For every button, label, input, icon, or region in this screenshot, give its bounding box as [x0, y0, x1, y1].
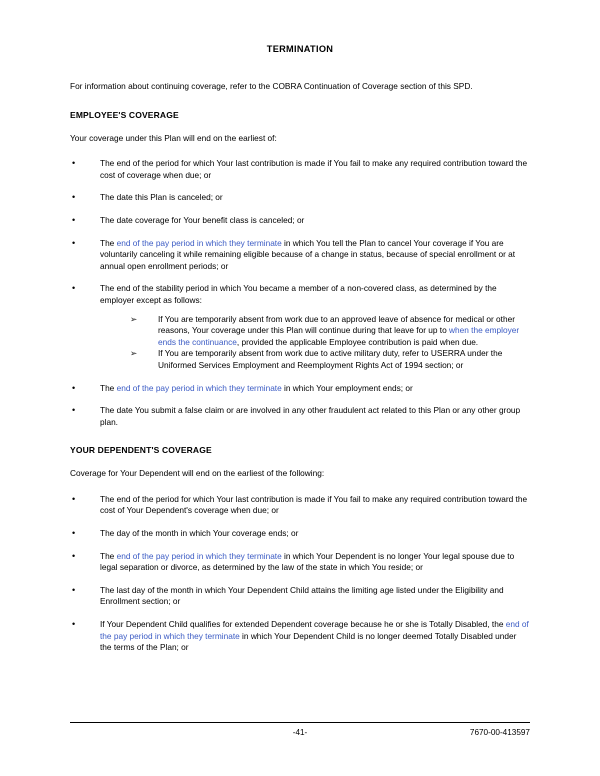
section-heading: EMPLOYEE'S COVERAGE [70, 109, 179, 120]
arrow-bullet-icon: ➢ [129, 313, 138, 324]
section-lead-text: Coverage for Your Dependent will end on the earliest of the following: [70, 468, 325, 479]
text-run: The date You submit a false claim or are involved in any other fraudulent act related to this Plan or any other group plan. [100, 405, 521, 427]
highlighted-term[interactable]: end of the pay period in which they terminate [116, 550, 282, 561]
text-run: The end of the period for which Your last contribution is made if You fail to make any required contribution toward the cost of coverage when due; or [100, 158, 528, 180]
list-item-text [100, 383, 413, 393]
highlighted-term[interactable]: end of the pay period in which they terminate [100, 619, 529, 641]
sub-list-item [128, 348, 530, 371]
section-lead-text: Your coverage under this Plan will end on the earliest of: [70, 132, 277, 143]
bullet-marker-icon: • [72, 619, 76, 630]
list-item [70, 158, 530, 181]
text-run: The [100, 237, 117, 248]
footer-row [70, 728, 530, 744]
list-item-text [100, 551, 514, 573]
bullet-marker-icon: • [72, 237, 76, 248]
bullet-marker-icon: • [72, 158, 76, 169]
list-item-text [100, 528, 298, 538]
bullet-list [70, 494, 530, 654]
list-item [70, 383, 530, 395]
sub-bullet-wrapper [100, 314, 530, 372]
text-run: in which You tell the Plan to cancel Your coverage if You are voluntarily canceling it while remaining eligible because of a change in status, because of special enrollment or at annual open enrollment periods; or [100, 237, 516, 271]
bullet-marker-icon: • [72, 405, 76, 416]
bullet-marker-icon: • [72, 214, 76, 225]
list-item [70, 619, 530, 654]
list-item-text [100, 619, 529, 652]
list-item-text [100, 405, 520, 427]
intro-paragraph: For information about continuing coverage, refer to the COBRA Continuation of Coverage section of this SPD. [70, 81, 473, 91]
text-run: , provided the applicable Employee contribution is paid when due. [236, 336, 479, 347]
list-item [70, 192, 530, 204]
list-item-text [100, 215, 304, 225]
bullet-marker-icon: • [72, 283, 76, 294]
list-item [70, 405, 530, 428]
text-run: The end of the period for which Your last contribution is made if You fail to make any required contribution toward the cost of Your Dependent's coverage when due; or [100, 493, 528, 516]
bullet-marker-icon: • [72, 192, 76, 203]
text-run: The date coverage for Your benefit class is canceled; or [100, 214, 305, 225]
list-item-text [100, 158, 527, 180]
bullet-marker-icon: • [72, 493, 76, 504]
text-run: in which Your Dependent Child is no longer deemed Totally Disabled under the terms of the Plan; or [100, 630, 517, 653]
bullet-marker-icon: • [72, 382, 76, 393]
list-item [70, 238, 530, 273]
text-run: The [100, 550, 117, 561]
list-item [70, 528, 530, 540]
list-item-text [100, 585, 504, 607]
bullet-marker-icon: • [72, 550, 76, 561]
text-run: The day of the month in which Your coverage ends; or [100, 528, 299, 539]
text-run: If You are temporarily absent from work due to active military duty, refer to USERRA under the Uniformed Services Employment and Reemployment Rights Act of 1994 section; or [158, 348, 503, 370]
list-item-text [100, 283, 497, 305]
text-run: in which Your employment ends; or [281, 382, 413, 393]
bullet-list [70, 158, 530, 428]
list-item [70, 283, 530, 371]
list-item-text [100, 494, 527, 516]
footer-page-number: -41- [292, 728, 308, 737]
footer-divider [70, 722, 530, 723]
sub-bullet-list [128, 314, 530, 372]
highlighted-term[interactable]: end of the pay period in which they terminate [116, 382, 282, 393]
bullet-marker-icon: • [72, 528, 76, 539]
list-item [70, 215, 530, 227]
sections-container [70, 93, 530, 654]
page-title: TERMINATION [266, 44, 334, 54]
sub-list-item-text [158, 314, 519, 347]
text-run: in which Your Dependent is no longer Your legal spouse due to legal separation or divorce, as determined by the law of the state in which You reside; or [100, 550, 515, 573]
arrow-bullet-icon: ➢ [129, 348, 138, 359]
text-run: The last day of the month in which Your Dependent Child attains the limiting age listed under the Eligibility and Enrollment section; or [100, 584, 504, 607]
list-item [70, 585, 530, 608]
highlighted-term[interactable]: end of the pay period in which they terminate [116, 237, 282, 248]
list-item [70, 494, 530, 517]
highlighted-term[interactable]: when the employer ends the continuance [158, 325, 520, 347]
text-run: If Your Dependent Child qualifies for extended Dependent coverage because he or she is Totally Disabled, the [100, 619, 506, 630]
list-item-text [100, 238, 515, 271]
text-run: The date this Plan is canceled; or [100, 192, 223, 203]
bullet-marker-icon: • [72, 584, 76, 595]
sub-list-item [128, 314, 530, 349]
text-run: The end of the stability period in which You became a member of a non-covered class, as determined by the employer except as follows: [100, 283, 497, 305]
list-item-text [100, 192, 223, 202]
section-heading: YOUR DEPENDENT'S COVERAGE [70, 445, 212, 456]
text-run: The [100, 382, 117, 393]
sub-list-item-text [158, 348, 502, 370]
list-item [70, 551, 530, 574]
text-run: If You are temporarily absent from work due to an approved leave of absence for medical or other reasons, Your coverage under this Plan will continue during that leave for up to [158, 313, 515, 336]
footer-document-id: 7670-00-413597 [469, 728, 530, 737]
page-footer [70, 722, 530, 744]
document-body [70, 0, 530, 654]
